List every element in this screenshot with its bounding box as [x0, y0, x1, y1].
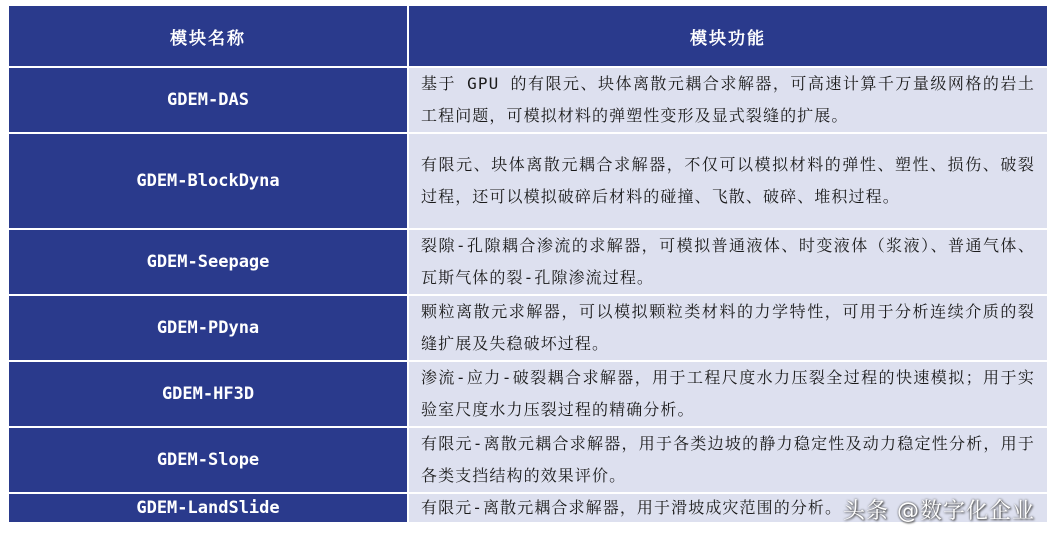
module-name-cell: GDEM-HF3D: [9, 362, 407, 426]
watermark: 头条 @数字化企业: [843, 499, 1035, 524]
module-desc-cell: 裂隙-孔隙耦合渗流的求解器，可模拟普通液体、时变液体（浆液）、普通气体、瓦斯气体的裂-孔隙渗流过程。: [409, 230, 1047, 294]
table-row: [9, 68, 1047, 132]
module-name-cell: GDEM-BlockDyna: [9, 134, 407, 228]
module-table: [7, 4, 1049, 524]
table-row: [9, 428, 1047, 492]
module-desc-cell: 有限元-离散元耦合求解器，用于滑坡成灾范围的分析。: [409, 494, 1047, 522]
module-desc-cell: 渗流-应力-破裂耦合求解器，用于工程尺度水力压裂全过程的快速模拟；用于实验室尺度水力压裂过程的精确分析。: [409, 362, 1047, 426]
module-name-cell: GDEM-DAS: [9, 68, 407, 132]
header-module-function: 模块功能: [409, 6, 1047, 66]
module-desc-cell: 颗粒离散元求解器，可以模拟颗粒类材料的力学特性，可用于分析连续介质的裂缝扩展及失稳破坏过程。: [409, 296, 1047, 360]
module-desc-cell: 基于 GPU 的有限元、块体离散元耦合求解器，可高速计算千万量级网格的岩土工程问题，可模拟材料的弹塑性变形及显式裂缝的扩展。: [409, 68, 1047, 132]
module-desc-cell: 有限元-离散元耦合求解器，用于各类边坡的静力稳定性及动力稳定性分析，用于各类支挡结构的效果评价。: [409, 428, 1047, 492]
module-name-cell: GDEM-Slope: [9, 428, 407, 492]
header-row: [9, 6, 1047, 66]
header-module-name: 模块名称: [9, 6, 407, 66]
table-row: [9, 134, 1047, 228]
module-name-cell: GDEM-Seepage: [9, 230, 407, 294]
table-row: [9, 296, 1047, 360]
table-row: [9, 362, 1047, 426]
table-row: [9, 230, 1047, 294]
module-name-cell: GDEM-LandSlide: [9, 494, 407, 522]
module-name-cell: GDEM-PDyna: [9, 296, 407, 360]
module-desc-cell: 有限元、块体离散元耦合求解器，不仅可以模拟材料的弹性、塑性、损伤、破裂过程，还可以模拟破碎后材料的碰撞、飞散、破碎、堆积过程。: [409, 134, 1047, 228]
